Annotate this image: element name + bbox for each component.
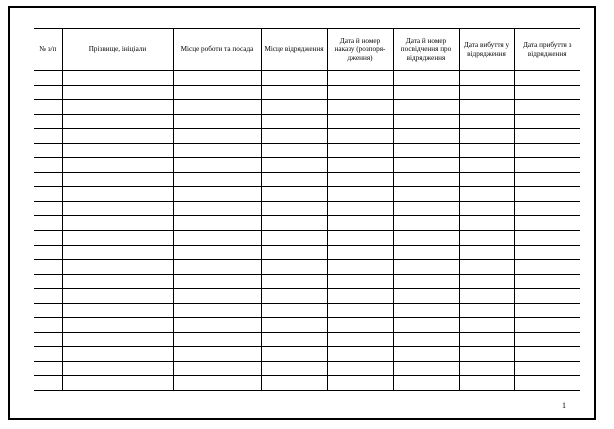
table-cell xyxy=(62,361,173,376)
table-cell xyxy=(261,187,327,202)
table-cell xyxy=(514,260,580,275)
table-cell xyxy=(459,201,514,216)
table-cell xyxy=(459,274,514,289)
table-cell xyxy=(459,361,514,376)
table-cell xyxy=(261,376,327,391)
table-cell xyxy=(514,361,580,376)
table-cell xyxy=(459,347,514,362)
table-cell xyxy=(459,100,514,115)
table-row xyxy=(34,143,580,158)
table-cell xyxy=(514,187,580,202)
table-cell xyxy=(34,231,62,246)
column-header-name: Прізвище, ініціали xyxy=(62,29,173,71)
table-row xyxy=(34,376,580,391)
table-cell xyxy=(34,303,62,318)
table-cell xyxy=(261,347,327,362)
table-cell xyxy=(327,187,393,202)
table-cell xyxy=(327,318,393,333)
table-cell xyxy=(261,274,327,289)
table-cell xyxy=(393,216,459,231)
table-cell xyxy=(173,260,261,275)
table-cell xyxy=(327,201,393,216)
table-cell xyxy=(514,274,580,289)
table-row xyxy=(34,318,580,333)
table-cell xyxy=(459,143,514,158)
table-cell xyxy=(393,361,459,376)
table-cell xyxy=(327,129,393,144)
table-cell xyxy=(173,274,261,289)
journal-page xyxy=(8,6,596,420)
page-number: 1 xyxy=(562,401,566,410)
table-row xyxy=(34,274,580,289)
table-cell xyxy=(393,303,459,318)
table-cell xyxy=(62,376,173,391)
table-cell xyxy=(393,129,459,144)
table-cell xyxy=(173,158,261,173)
table-cell xyxy=(62,85,173,100)
table-cell xyxy=(393,245,459,260)
table-cell xyxy=(173,303,261,318)
table-cell xyxy=(393,114,459,129)
table-cell xyxy=(34,347,62,362)
table-cell xyxy=(327,347,393,362)
table-cell xyxy=(173,143,261,158)
table-cell xyxy=(173,289,261,304)
table-cell xyxy=(459,187,514,202)
table-cell xyxy=(459,216,514,231)
table-cell xyxy=(514,303,580,318)
table-cell xyxy=(459,114,514,129)
table-row xyxy=(34,231,580,246)
table-cell xyxy=(173,201,261,216)
table-cell xyxy=(261,143,327,158)
table-cell xyxy=(261,260,327,275)
table-cell xyxy=(327,158,393,173)
column-header-departure-date: Дата вибуття у відрядження xyxy=(459,29,514,71)
table-cell xyxy=(62,100,173,115)
table-cell xyxy=(514,129,580,144)
table-cell xyxy=(62,216,173,231)
table-row xyxy=(34,100,580,115)
table-cell xyxy=(62,245,173,260)
table-cell xyxy=(393,318,459,333)
table-cell xyxy=(393,158,459,173)
table-row xyxy=(34,245,580,260)
table-cell xyxy=(34,332,62,347)
table-cell xyxy=(62,172,173,187)
table-cell xyxy=(393,187,459,202)
table-cell xyxy=(261,245,327,260)
table-cell xyxy=(261,158,327,173)
table-cell xyxy=(514,216,580,231)
table-cell xyxy=(261,289,327,304)
table-cell xyxy=(261,85,327,100)
table-cell xyxy=(173,71,261,86)
table-cell xyxy=(327,172,393,187)
table-cell xyxy=(261,231,327,246)
table-cell xyxy=(261,129,327,144)
table-cell xyxy=(514,376,580,391)
table-cell xyxy=(459,231,514,246)
table-cell xyxy=(393,376,459,391)
table-row xyxy=(34,303,580,318)
table-cell xyxy=(34,85,62,100)
table-cell xyxy=(514,245,580,260)
table-cell xyxy=(327,143,393,158)
table-cell xyxy=(261,100,327,115)
table-cell xyxy=(261,303,327,318)
table-cell xyxy=(173,100,261,115)
table-cell xyxy=(459,260,514,275)
table-cell xyxy=(327,85,393,100)
table-cell xyxy=(34,158,62,173)
table-body xyxy=(34,71,580,391)
table-row xyxy=(34,187,580,202)
table-cell xyxy=(393,100,459,115)
table-cell xyxy=(459,129,514,144)
table-cell xyxy=(173,231,261,246)
table-cell xyxy=(62,114,173,129)
table-cell xyxy=(173,85,261,100)
table-cell xyxy=(393,347,459,362)
table-cell xyxy=(514,347,580,362)
column-header-certificate-date-number: Дата й номер посвідчення про відрядження xyxy=(393,29,459,71)
table-cell xyxy=(261,332,327,347)
table-cell xyxy=(62,129,173,144)
table-row xyxy=(34,260,580,275)
table-cell xyxy=(393,260,459,275)
table-cell xyxy=(393,231,459,246)
column-header-arrival-date: Дата прибуття з відрядження xyxy=(514,29,580,71)
table-cell xyxy=(62,158,173,173)
table-row xyxy=(34,114,580,129)
table-cell xyxy=(261,114,327,129)
table-cell xyxy=(514,114,580,129)
table-cell xyxy=(34,129,62,144)
table-cell xyxy=(514,201,580,216)
table-cell xyxy=(34,216,62,231)
table-cell xyxy=(173,114,261,129)
table-cell xyxy=(173,318,261,333)
table-cell xyxy=(327,100,393,115)
table-cell xyxy=(34,245,62,260)
table-cell xyxy=(34,114,62,129)
table-row xyxy=(34,129,580,144)
table-cell xyxy=(514,231,580,246)
table-cell xyxy=(34,289,62,304)
table-cell xyxy=(62,260,173,275)
table-cell xyxy=(34,187,62,202)
table-cell xyxy=(261,216,327,231)
table-cell xyxy=(34,260,62,275)
table-cell xyxy=(173,245,261,260)
table-cell xyxy=(62,71,173,86)
table-row xyxy=(34,216,580,231)
table-cell xyxy=(173,347,261,362)
table-cell xyxy=(514,289,580,304)
column-header-order-date-number: Дата й номер наказу (розпоря-дження) xyxy=(327,29,393,71)
table-cell xyxy=(459,376,514,391)
table-cell xyxy=(459,85,514,100)
table-cell xyxy=(393,71,459,86)
table-cell xyxy=(261,201,327,216)
table-cell xyxy=(327,216,393,231)
table-cell xyxy=(34,274,62,289)
table-row xyxy=(34,361,580,376)
table-cell xyxy=(327,274,393,289)
table-cell xyxy=(514,100,580,115)
table-row xyxy=(34,201,580,216)
table-cell xyxy=(514,143,580,158)
table-cell xyxy=(393,201,459,216)
table-cell xyxy=(459,172,514,187)
table-cell xyxy=(34,143,62,158)
table-cell xyxy=(62,318,173,333)
table-cell xyxy=(62,303,173,318)
table-cell xyxy=(173,216,261,231)
table-cell xyxy=(327,245,393,260)
table-cell xyxy=(62,332,173,347)
table-cell xyxy=(327,376,393,391)
table-cell xyxy=(459,303,514,318)
table-cell xyxy=(393,172,459,187)
table-cell xyxy=(261,361,327,376)
table-cell xyxy=(514,71,580,86)
table-cell xyxy=(459,245,514,260)
table-cell xyxy=(34,172,62,187)
table-row xyxy=(34,71,580,86)
column-header-destination: Місце відрядження xyxy=(261,29,327,71)
table-cell xyxy=(62,201,173,216)
table-cell xyxy=(459,318,514,333)
table-cell xyxy=(34,100,62,115)
table-row xyxy=(34,347,580,362)
table-cell xyxy=(514,85,580,100)
table-cell xyxy=(327,303,393,318)
table-cell xyxy=(514,318,580,333)
table-cell xyxy=(62,274,173,289)
table-cell xyxy=(327,114,393,129)
table-cell xyxy=(173,361,261,376)
table-cell xyxy=(393,332,459,347)
table-cell xyxy=(62,347,173,362)
table-cell xyxy=(34,361,62,376)
table-cell xyxy=(62,289,173,304)
table-cell xyxy=(173,187,261,202)
table-cell xyxy=(393,143,459,158)
table-cell xyxy=(514,332,580,347)
table-cell xyxy=(459,71,514,86)
table-cell xyxy=(34,201,62,216)
table-cell xyxy=(173,332,261,347)
table-cell xyxy=(327,361,393,376)
table-cell xyxy=(327,289,393,304)
table-cell xyxy=(327,260,393,275)
table-cell xyxy=(173,376,261,391)
table-cell xyxy=(393,289,459,304)
table-cell xyxy=(34,71,62,86)
column-header-workplace-position: Місце роботи та посада xyxy=(173,29,261,71)
table-cell xyxy=(327,231,393,246)
table-cell xyxy=(34,318,62,333)
table-header-row xyxy=(34,29,580,71)
table-cell xyxy=(459,158,514,173)
table-cell xyxy=(62,231,173,246)
table-cell xyxy=(62,187,173,202)
table-cell xyxy=(393,85,459,100)
table-row xyxy=(34,85,580,100)
table-row xyxy=(34,172,580,187)
table-cell xyxy=(261,318,327,333)
table-cell xyxy=(459,289,514,304)
table-cell xyxy=(34,376,62,391)
table-cell xyxy=(514,158,580,173)
table-cell xyxy=(514,172,580,187)
table-cell xyxy=(327,71,393,86)
table-cell xyxy=(261,71,327,86)
table-cell xyxy=(173,172,261,187)
table-row xyxy=(34,332,580,347)
table-cell xyxy=(459,332,514,347)
table-cell xyxy=(173,129,261,144)
table-cell xyxy=(327,332,393,347)
table-row xyxy=(34,158,580,173)
table-cell xyxy=(261,172,327,187)
table-cell xyxy=(393,274,459,289)
table-cell xyxy=(62,143,173,158)
table-row xyxy=(34,289,580,304)
business-trip-journal-table xyxy=(34,28,580,391)
column-header-number: № з/п xyxy=(34,29,62,71)
